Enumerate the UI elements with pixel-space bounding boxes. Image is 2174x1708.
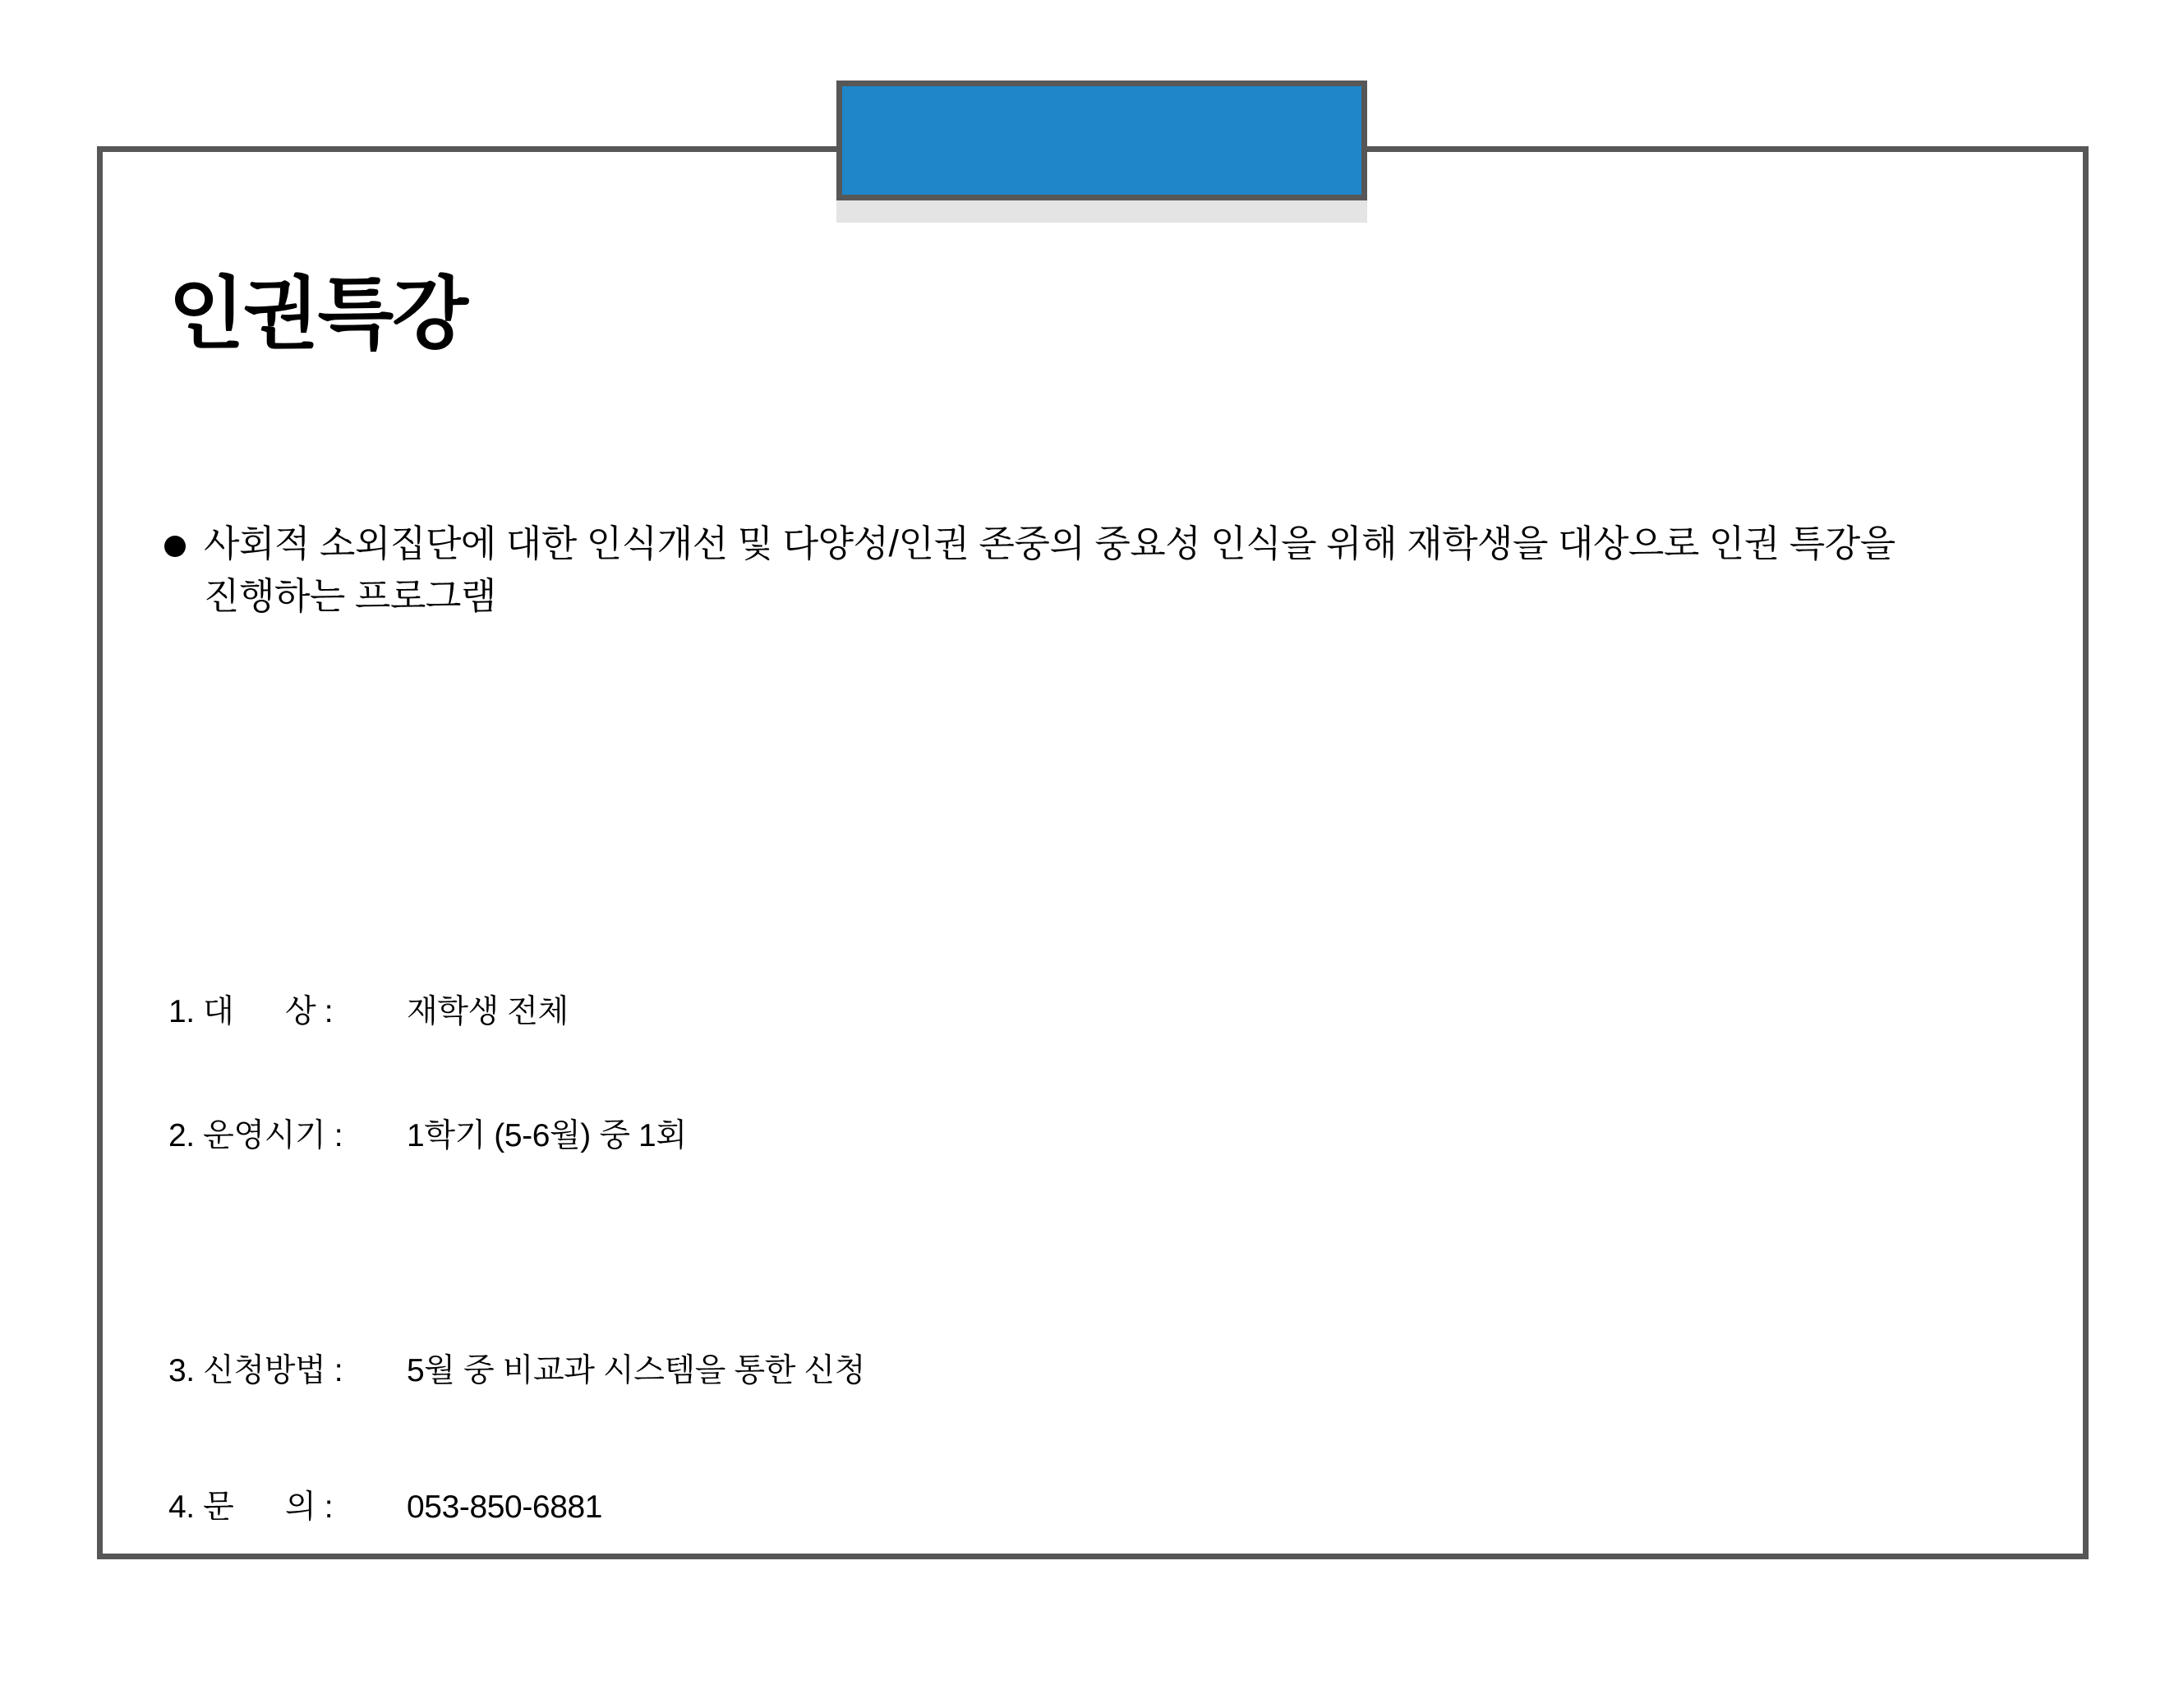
list-item (168, 1481, 1976, 1527)
detail-value: 1학기 (5-6월) 중 1회 (407, 1118, 687, 1153)
bullet-paragraph (164, 518, 2038, 623)
detail-list (168, 986, 1976, 1527)
detail-value: 053-850-6881 (407, 1489, 603, 1525)
detail-label: 2. 운영시기 : (168, 1118, 343, 1153)
bullet-point-icon (164, 536, 186, 557)
list-item (168, 986, 1976, 1032)
blue-tab-accent (836, 81, 1367, 200)
tab-border-mask (842, 144, 1361, 155)
list-item (168, 1345, 1976, 1391)
detail-label: 1. 대 상 : (168, 994, 334, 1029)
detail-value: 재학생 전체 (407, 994, 569, 1029)
detail-label: 3. 신청방법 : (168, 1353, 343, 1388)
bullet-paragraph-text: 사회적 소외집단에 대한 인식개선 및 다양성/인권 존중의 중요성 인식을 위해 재학생을 대상으로 인권 특강을 진행하는 프로그램 (204, 523, 1895, 617)
list-item (168, 1110, 1976, 1156)
detail-label: 4. 문 의 : (168, 1489, 334, 1525)
detail-value: 5월 중 비교과 시스템을 통한 신청 (407, 1353, 866, 1388)
page-title: 인권특강 (168, 270, 467, 358)
